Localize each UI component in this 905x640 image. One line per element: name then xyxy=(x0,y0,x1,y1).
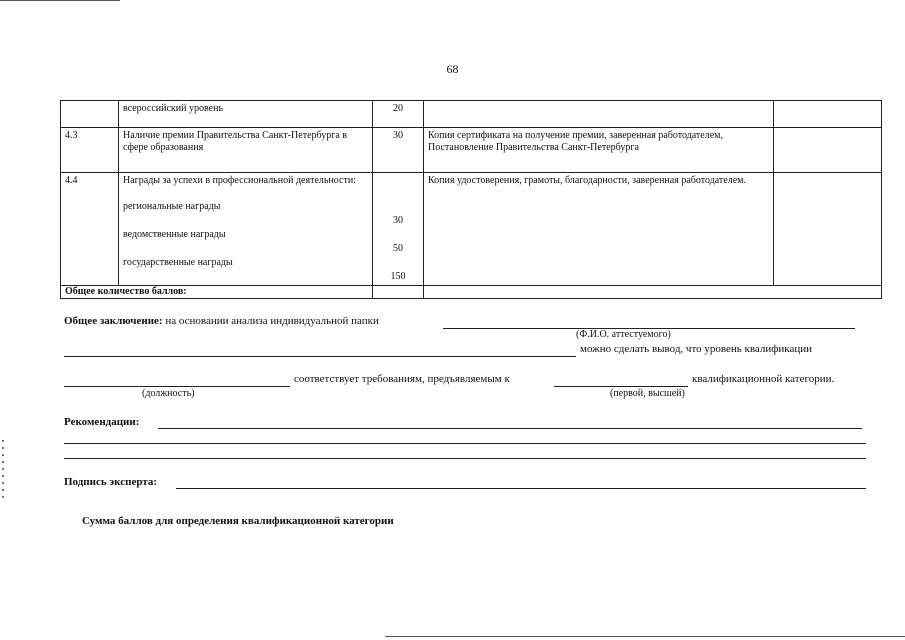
document-cell: Копия сертификата на получение премии, заверенная работодателем, Постановление Правительства Санкт-Петербурга xyxy=(424,128,774,173)
recommendations-field-3[interactable] xyxy=(64,458,866,459)
total-label: Общее количество баллов: xyxy=(61,286,373,299)
points-departmental: 50 xyxy=(393,243,403,254)
row-number: 4.4 xyxy=(61,173,119,286)
signature-field[interactable] xyxy=(176,488,866,489)
mark-cell xyxy=(774,128,882,173)
points-cell: 20 xyxy=(373,101,424,128)
mark-cell xyxy=(774,173,882,286)
award-departmental: ведомственные награды xyxy=(123,229,226,240)
award-regional: региональные награды xyxy=(123,201,221,212)
recommendations-field-1[interactable] xyxy=(158,428,862,429)
criterion-cell: Наличие премии Правительства Санкт-Петербурга в сфере образования xyxy=(119,128,373,173)
total-empty xyxy=(424,286,882,299)
position-field[interactable] xyxy=(64,386,290,387)
sum-title: Сумма баллов для определения квалификационной категории xyxy=(82,515,394,527)
conclusion-label: Общее заключение: xyxy=(64,315,163,327)
top-rule xyxy=(0,0,120,1)
conclusion-line xyxy=(64,315,379,327)
points-regional: 30 xyxy=(393,215,403,226)
points-cell xyxy=(373,173,424,286)
conclusion-category: квалификационной категории. xyxy=(692,373,835,385)
document-cell: Копия удостоверения, грамоты, благодарности, заверенная работодателем. xyxy=(424,173,774,286)
score-table xyxy=(60,100,882,299)
total-points xyxy=(373,286,424,299)
category-hint: (первой, высшей) xyxy=(610,388,685,399)
table-row xyxy=(61,128,882,173)
points-cell: 30 xyxy=(373,128,424,173)
category-field[interactable] xyxy=(554,386,688,387)
award-state: государственные награды xyxy=(123,257,233,268)
page-number: 68 xyxy=(446,62,459,76)
row-number xyxy=(61,101,119,128)
points-state: 150 xyxy=(390,271,406,282)
criterion-title: Награды за успехи в профессиональной деятельности: xyxy=(123,175,356,186)
total-row xyxy=(61,286,882,299)
conclusion-text: на основании анализа индивидуальной папки xyxy=(165,315,379,327)
document-cell xyxy=(424,101,774,128)
recommendations-label: Рекомендации: xyxy=(64,416,140,428)
table-row xyxy=(61,173,882,286)
fio-hint: (Ф.И.О. аттестуемого) xyxy=(576,329,671,340)
conclusion-matches: соответствует требованиям, предъявляемым к xyxy=(294,373,510,385)
criterion-cell xyxy=(119,173,373,286)
binding-marks xyxy=(2,440,4,500)
row-number: 4.3 xyxy=(61,128,119,173)
table-row xyxy=(61,101,882,128)
signature-label: Подпись эксперта: xyxy=(64,476,158,488)
conclusion-field[interactable] xyxy=(64,356,576,357)
position-hint: (должность) xyxy=(142,388,195,399)
conclusion-continuation: можно сделать вывод, что уровень квалификации xyxy=(580,343,813,355)
mark-cell xyxy=(774,101,882,128)
recommendations-field-2[interactable] xyxy=(64,443,866,444)
criterion-cell: всероссийский уровень xyxy=(119,101,373,128)
bottom-rule xyxy=(385,636,905,637)
